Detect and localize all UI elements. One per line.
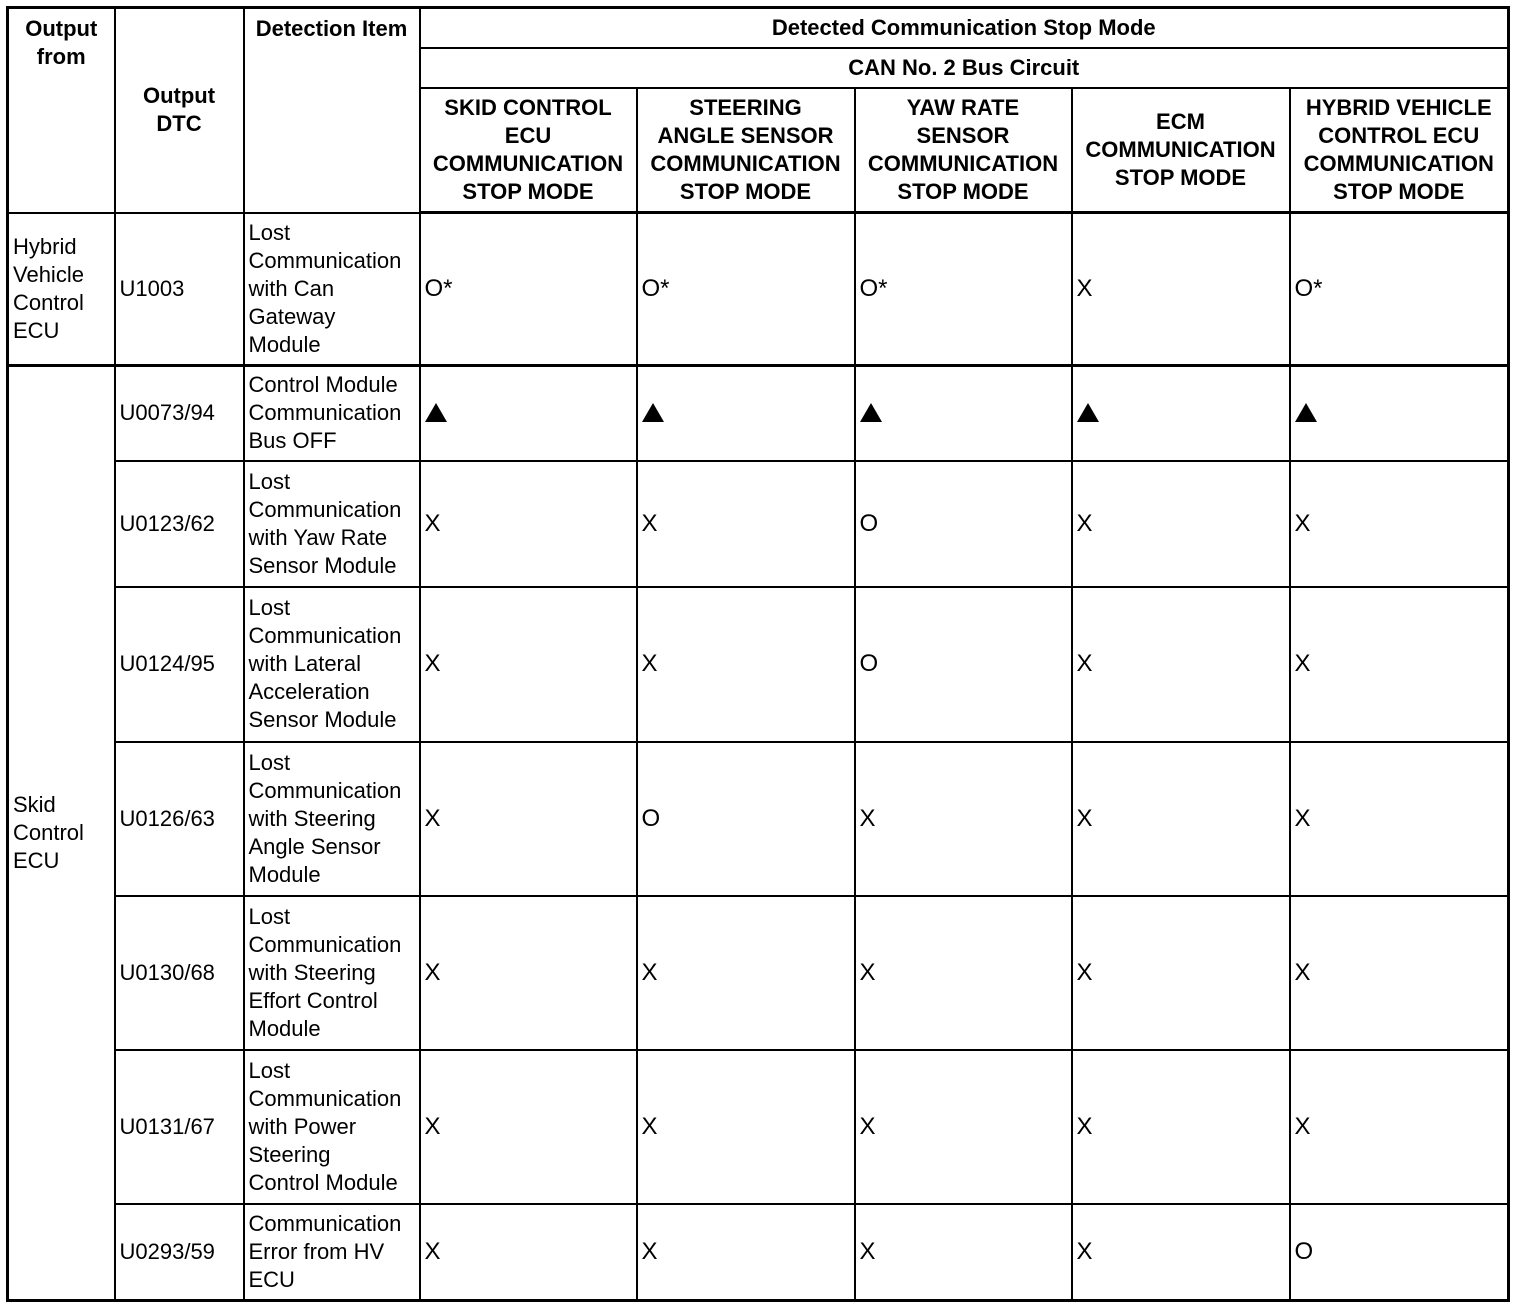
mode-symbol: X	[641, 650, 658, 678]
detection-item-cell: Lost Communication with Lateral Acceleration Sensor Module	[244, 587, 420, 741]
output-from-cell: Hybrid Vehicle Control ECU	[8, 213, 115, 365]
mode-symbol: X	[1076, 1238, 1093, 1266]
mode-cell	[1072, 213, 1290, 365]
triangle-icon	[860, 403, 882, 422]
triangle-icon	[1295, 403, 1317, 422]
mode-cell	[1290, 213, 1509, 365]
table-row	[8, 213, 1509, 365]
mode-cell	[855, 213, 1072, 365]
header-detection-item: Detection Item	[244, 8, 420, 213]
detection-item-cell: Lost Communication with Yaw Rate Sensor Module	[244, 461, 420, 587]
mode-cell	[1290, 896, 1509, 1050]
mode-symbol: X	[1294, 1113, 1311, 1141]
mode-symbol: O	[1294, 1238, 1314, 1266]
mode-cell	[1072, 896, 1290, 1050]
table-row	[8, 587, 1509, 741]
mode-cell	[420, 365, 637, 461]
dtc-cell: U0124/95	[115, 587, 244, 741]
mode-cell	[1290, 1204, 1509, 1300]
mode-symbol: O	[859, 650, 879, 678]
detection-item-cell: Lost Communication with Steering Effort Control Module	[244, 896, 420, 1050]
dtc-cell: U0130/68	[115, 896, 244, 1050]
mode-cell	[420, 213, 637, 365]
dtc-cell: U0073/94	[115, 365, 244, 461]
table-row	[8, 365, 1509, 461]
mode-cell	[637, 461, 855, 587]
mode-symbol: X	[1294, 804, 1311, 832]
mode-symbol: X	[1076, 274, 1093, 302]
mode-cell	[420, 1204, 637, 1300]
mode-symbol: X	[641, 510, 658, 538]
header-mode-column: SKID CONTROL ECU COMMUNICATION STOP MODE	[420, 88, 637, 213]
mode-cell	[637, 213, 855, 365]
mode-symbol: X	[1076, 958, 1093, 986]
header-mode-column: ECM COMMUNICATION STOP MODE	[1072, 88, 1290, 213]
mode-symbol: X	[1076, 510, 1093, 538]
mode-symbol: X	[424, 650, 441, 678]
dtc-cell: U0293/59	[115, 1204, 244, 1300]
mode-cell	[1072, 1050, 1290, 1204]
mode-cell	[637, 587, 855, 741]
header-mode-column: STEERING ANGLE SENSOR COMMUNICATION STOP MODE	[637, 88, 855, 213]
mode-symbol: O	[859, 510, 879, 538]
mode-cell	[420, 742, 637, 896]
table-row	[8, 1204, 1509, 1300]
mode-symbol: X	[1294, 958, 1311, 986]
table-row	[8, 742, 1509, 896]
header-bus-circuit: CAN No. 2 Bus Circuit	[420, 48, 1509, 88]
mode-symbol: X	[424, 1113, 441, 1141]
mode-cell	[1072, 1204, 1290, 1300]
table-row	[8, 1050, 1509, 1204]
mode-cell	[1072, 587, 1290, 741]
mode-symbol: X	[424, 1238, 441, 1266]
mode-cell	[855, 1050, 1072, 1204]
mode-cell	[1072, 365, 1290, 461]
mode-symbol: X	[859, 1238, 876, 1266]
mode-symbol: O	[641, 804, 661, 832]
mode-symbol: O*	[859, 274, 888, 302]
detection-item-cell: Lost Communication with Power Steering Control Module	[244, 1050, 420, 1204]
mode-symbol: O*	[424, 274, 453, 302]
mode-symbol: O*	[1294, 274, 1323, 302]
triangle-icon	[1077, 403, 1099, 422]
detection-item-cell: Control Module Communication Bus OFF	[244, 365, 420, 461]
detection-item-cell: Communication Error from HV ECU	[244, 1204, 420, 1300]
header-detected-mode: Detected Communication Stop Mode	[420, 8, 1509, 48]
mode-cell	[1290, 1050, 1509, 1204]
dtc-cell: U0126/63	[115, 742, 244, 896]
mode-symbol: X	[1076, 1113, 1093, 1141]
mode-symbol: X	[859, 804, 876, 832]
mode-cell	[1072, 742, 1290, 896]
mode-cell	[1290, 461, 1509, 587]
table-row	[8, 461, 1509, 587]
mode-cell	[420, 587, 637, 741]
mode-cell	[855, 461, 1072, 587]
dtc-communication-table	[6, 6, 1510, 1302]
output-from-cell: Skid Control ECU	[8, 365, 115, 1300]
mode-cell	[855, 365, 1072, 461]
header-mode-column: HYBRID VEHICLE CONTROL ECU COMMUNICATION STOP MODE	[1290, 88, 1509, 213]
mode-cell	[637, 1204, 855, 1300]
mode-symbol: X	[424, 510, 441, 538]
mode-cell	[1072, 461, 1290, 587]
mode-symbol: X	[641, 1113, 658, 1141]
mode-cell	[637, 742, 855, 896]
mode-symbol: X	[1076, 804, 1093, 832]
mode-cell	[855, 587, 1072, 741]
mode-cell	[1290, 365, 1509, 461]
mode-cell	[637, 896, 855, 1050]
triangle-icon	[425, 403, 447, 422]
mode-cell	[420, 461, 637, 587]
mode-cell	[1290, 587, 1509, 741]
mode-symbol: X	[641, 1238, 658, 1266]
mode-symbol: X	[424, 958, 441, 986]
header-output-dtc: Output DTC	[115, 8, 244, 213]
mode-cell	[855, 896, 1072, 1050]
mode-symbol: X	[1076, 650, 1093, 678]
mode-symbol: X	[859, 958, 876, 986]
detection-item-cell: Lost Communication with Can Gateway Module	[244, 213, 420, 365]
mode-cell	[1290, 742, 1509, 896]
mode-cell	[855, 742, 1072, 896]
table-row	[8, 896, 1509, 1050]
mode-symbol: X	[1294, 650, 1311, 678]
mode-symbol: X	[641, 958, 658, 986]
mode-symbol: X	[424, 804, 441, 832]
dtc-cell: U0123/62	[115, 461, 244, 587]
dtc-cell: U0131/67	[115, 1050, 244, 1204]
mode-cell	[420, 1050, 637, 1204]
mode-symbol: X	[859, 1113, 876, 1141]
mode-cell	[855, 1204, 1072, 1300]
triangle-icon	[642, 403, 664, 422]
mode-cell	[637, 1050, 855, 1204]
dtc-cell: U1003	[115, 213, 244, 365]
mode-symbol: X	[1294, 510, 1311, 538]
mode-cell	[420, 896, 637, 1050]
header-mode-column: YAW RATE SENSOR COMMUNICATION STOP MODE	[855, 88, 1072, 213]
header-output-from: Output from	[8, 8, 115, 213]
detection-item-cell: Lost Communication with Steering Angle Sensor Module	[244, 742, 420, 896]
mode-symbol: O*	[641, 274, 670, 302]
mode-cell	[637, 365, 855, 461]
